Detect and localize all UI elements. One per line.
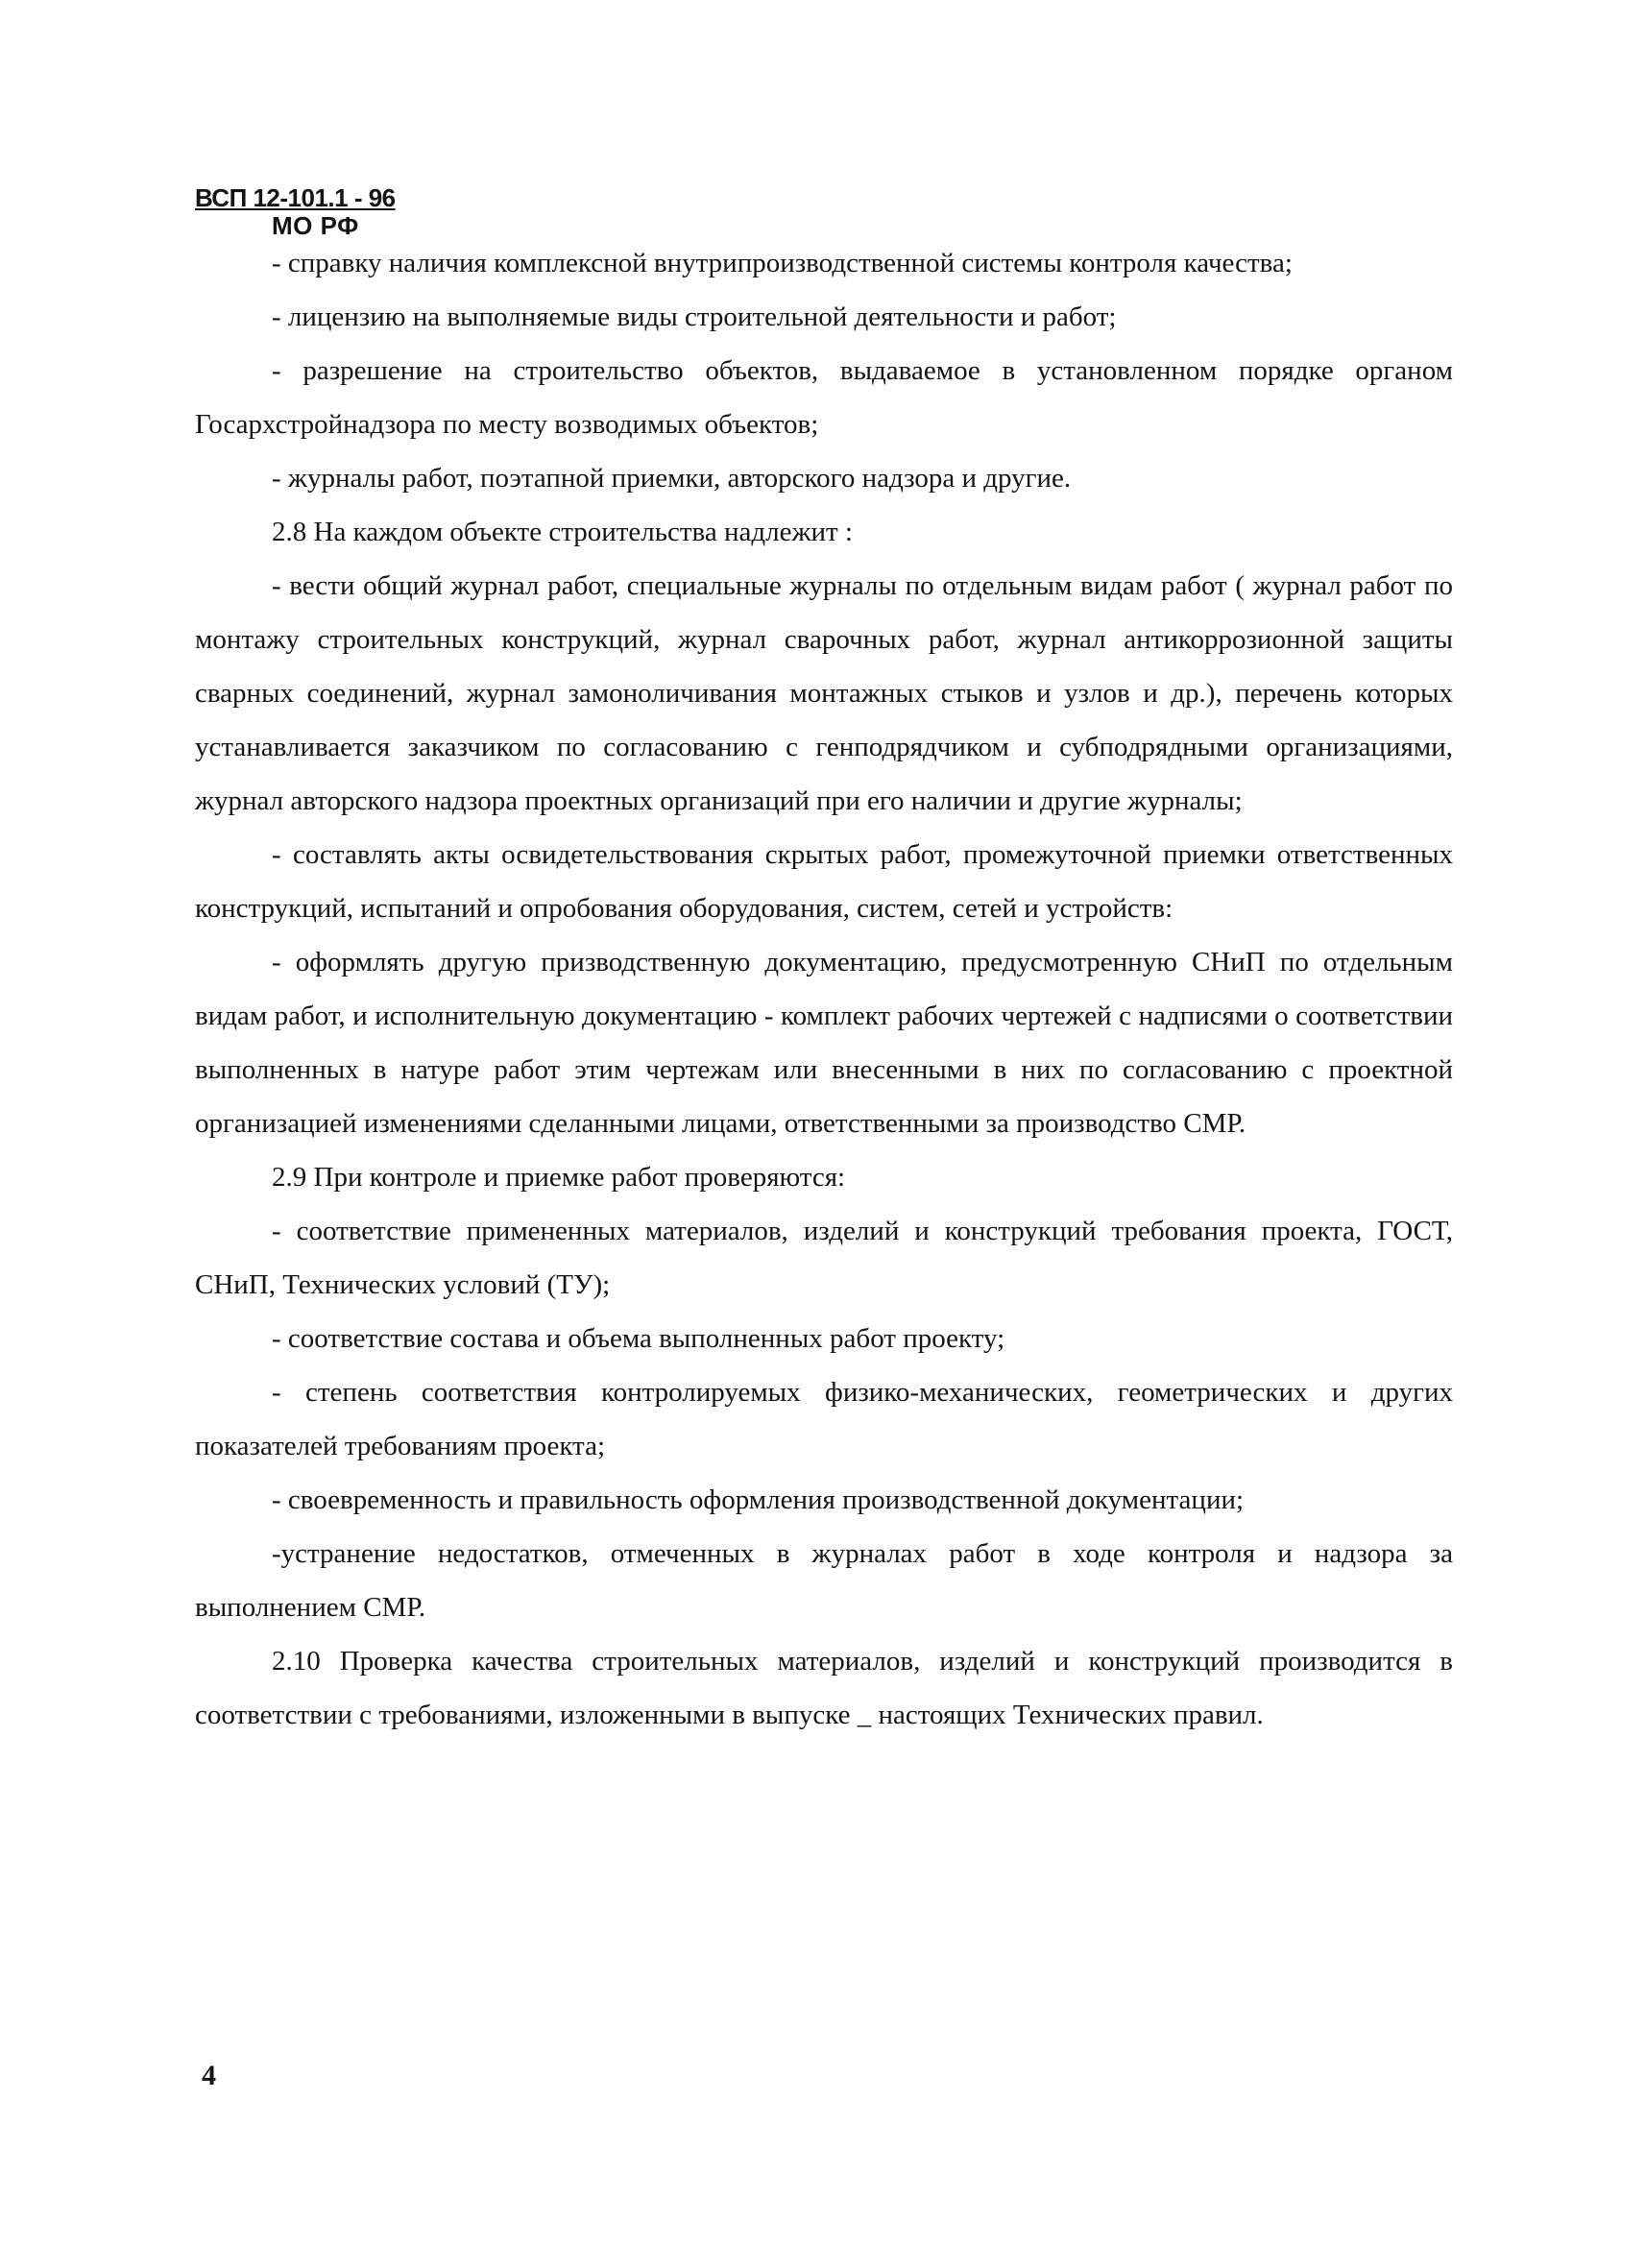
document-code: ВСП 12-101.1 - 96: [195, 183, 396, 212]
paragraph-license: - лицензию на выполняемые виды строительной деятельности и работ;: [272, 302, 1117, 332]
section-2-8-heading: 2.8 На каждом объекте строительства надлежит :: [272, 517, 853, 547]
paragraph-indicators: - степень соответствия контролируемых физико-механических, геометрических и других показателей требованиям проекта;: [195, 1377, 1453, 1461]
paragraph-general-journal: - вести общий журнал работ, специальные журналы по отдельным видам работ ( журнал работ по монтажу строительных конструкций, журнал сварочных работ, журнал антикоррозионной защиты сварных соединений, журнал замоноличивания монтажных стыков и узлов и др.), перечень которых устанавливается заказчиком по согласованию с генподрядчиком и субподрядными организациями, журнал авторского надзора проектных организаций при его наличии и другие журналы;: [195, 570, 1453, 816]
section-2-9-heading: 2.9 При контроле и приемке работ проверяются:: [272, 1162, 846, 1193]
document-header: [195, 184, 396, 240]
paragraph-materials-compliance: - соответствие примененных материалов, изделий и конструкций требования проекта, ГОСТ, СНиП, Технических условий (ТУ);: [195, 1216, 1453, 1300]
paragraph-permit: - разрешение на строительство объектов, выдаваемое в установленном порядке органом Госархстройнадзора по месту возводимых объектов;: [195, 355, 1453, 440]
paragraph-scope-compliance: - соответствие состава и объема выполненных работ проекту;: [272, 1323, 1005, 1354]
paragraph-journals: - журналы работ, поэтапной приемки, авторского надзора и другие.: [272, 463, 1072, 494]
document-body: [195, 236, 1453, 1742]
paragraph-documentation: - оформлять другую призводственную документацию, предусмотренную СНиП по отдельным видам работ, и исполнительную документацию - комплект рабочих чертежей с надписями о соответствии выполненных в натуре работ этим чертежам или внесенными в них по согласованию с проектной организацией изменениями сделанными лицами, ответственными за производство СМР.: [195, 947, 1453, 1139]
section-2-10-paragraph: 2.10 Проверка качества строительных материалов, изделий и конструкций производится в соответствии с требованиями, изложенными в выпуске _ настоящих Технических правил.: [195, 1646, 1453, 1730]
paragraph-defects: -устранение недостатков, отмеченных в журналах работ в ходе контроля и надзора за выполнением СМР.: [195, 1538, 1453, 1623]
paragraph-quality-certificate: - справку наличия комплексной внутрипроизводственной системы контроля качества;: [272, 248, 1293, 278]
paragraph-acts: - составлять акты освидетельствования скрытых работ, промежуточной приемки ответственных конструкций, испытаний и опробования оборудования, систем, сетей и устройств:: [195, 839, 1453, 924]
page-number: 4: [202, 2060, 216, 2091]
paragraph-timeliness: - своевременность и правильность оформления производственной документации;: [272, 1484, 1245, 1515]
organization-label: МО РФ: [272, 211, 359, 240]
